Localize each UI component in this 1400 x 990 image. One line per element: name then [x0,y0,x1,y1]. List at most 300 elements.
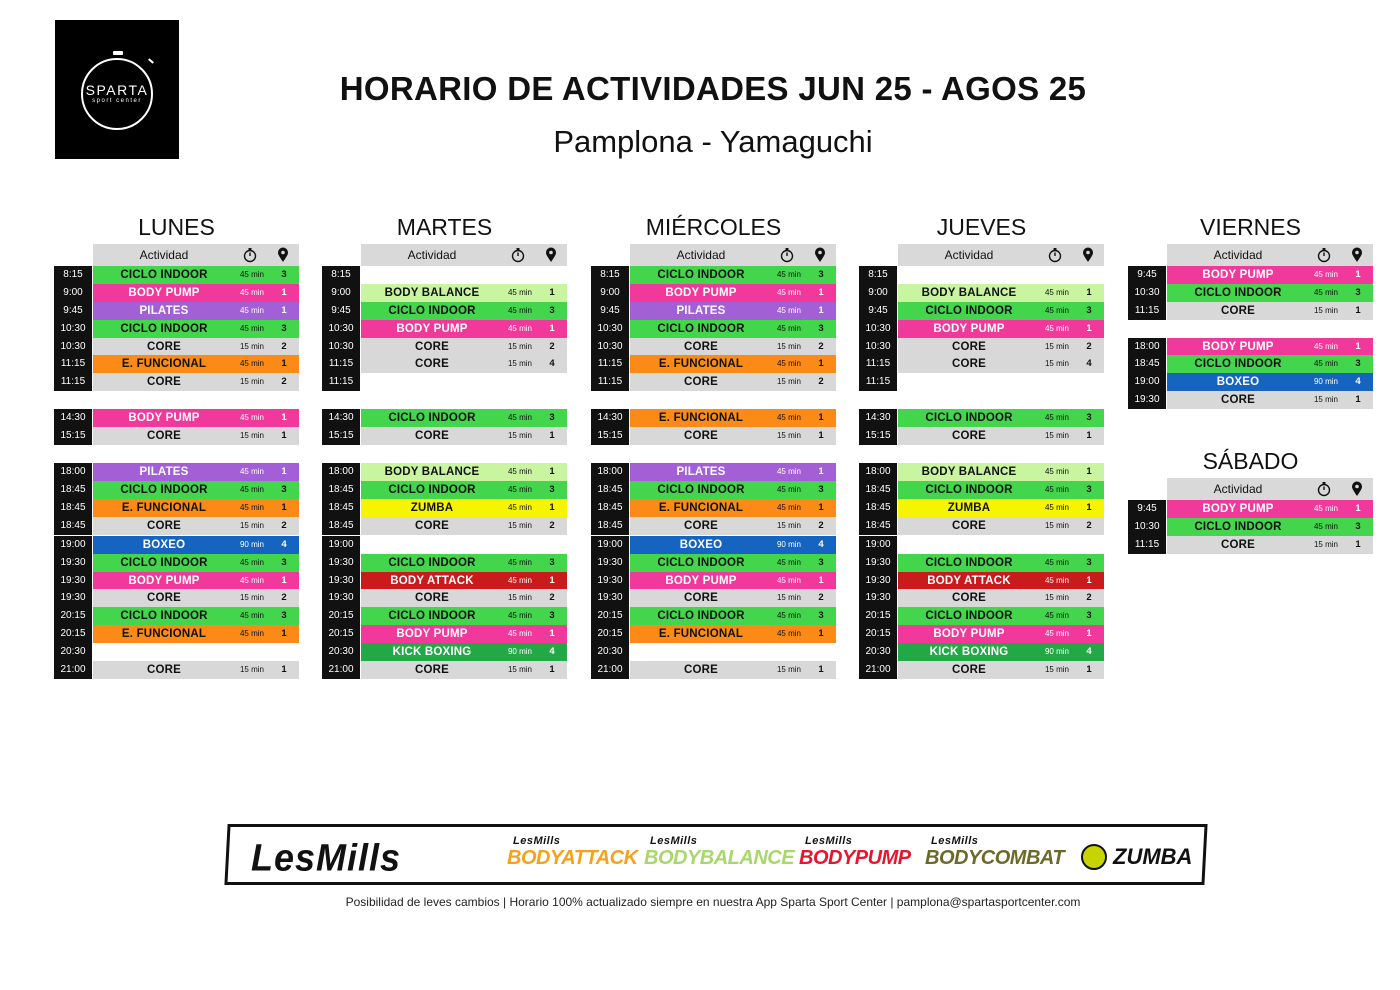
class-room: 1 [281,466,287,477]
class-duration: 15 min [776,431,801,440]
class-name: BODY PUMP [665,575,737,587]
schedule-row [591,517,836,535]
class-room: 3 [818,323,824,334]
class-cell [361,499,567,517]
class-name: CORE [1220,394,1256,406]
class-name: CORE [414,430,450,442]
class-cell [93,463,299,481]
class-room: 3 [818,269,824,280]
class-time: 20:15 [322,625,360,643]
class-duration: 45 min [1044,611,1069,620]
schedule-row [54,661,299,679]
class-cell [93,320,299,338]
class-time: 20:30 [591,643,629,661]
class-cell [1167,536,1373,554]
class-time: 8:15 [859,266,897,284]
class-name: E. FUNCIONAL [121,502,207,514]
class-cell [630,302,836,320]
class-cell [93,302,299,320]
activity-column-label: Actividad [676,248,726,262]
class-duration: 45 min [1044,576,1069,585]
class-time: 18:00 [591,463,629,481]
class-duration: 15 min [1044,521,1069,530]
class-duration: 15 min [239,665,264,674]
schedule-row [859,536,1104,554]
class-cell [93,589,299,607]
zumba-icon [1081,844,1107,870]
class-time: 19:00 [322,536,360,554]
program-name: BODYPUMP [799,847,911,869]
class-room: 2 [818,341,824,352]
class-time: 18:45 [54,499,92,517]
class-duration: 15 min [776,377,801,386]
schedule-row [322,463,567,481]
class-name: BOXEO [1216,376,1260,388]
class-cell [898,589,1104,607]
schedule-row [54,284,299,302]
class-time: 10:30 [54,320,92,338]
class-duration: 15 min [507,593,532,602]
schedule-row [322,607,567,625]
class-time: 20:15 [322,607,360,625]
class-cell [898,499,1104,517]
schedule-row [1128,355,1373,373]
program-lesmills-label: LesMills [931,835,979,847]
class-time: 14:30 [322,409,360,427]
class-room: 1 [549,664,555,675]
program-lesmills-label: LesMills [650,835,698,847]
class-duration: 45 min [239,611,264,620]
class-cell [630,338,836,356]
schedule-row [54,409,299,427]
schedule-row [54,554,299,572]
class-time: 19:30 [54,572,92,590]
class-time: 8:15 [322,266,360,284]
lesmills-logo: LesMills [251,835,402,879]
class-cell [1167,266,1373,284]
class-cell [630,499,836,517]
class-duration: 45 min [1044,485,1069,494]
class-room: 2 [1086,592,1092,603]
class-name: CICLO INDOOR [1194,521,1282,533]
class-cell [898,320,1104,338]
schedule-row [322,266,567,284]
class-cell [93,373,299,391]
class-room: 1 [549,466,555,477]
stopwatch-icon [1317,481,1331,497]
class-room: 1 [549,287,555,298]
schedule-row [859,625,1104,643]
class-name: CORE [1220,539,1256,551]
class-duration: 45 min [1313,270,1338,279]
schedule-row [859,320,1104,338]
class-name: PILATES [676,466,726,478]
schedule-row [322,517,567,535]
schedule-row [859,481,1104,499]
class-name: BODY PUMP [1202,503,1274,515]
class-duration: 45 min [1313,522,1338,531]
class-room: 1 [818,430,824,441]
stopwatch-knob [113,51,123,55]
class-room: 1 [281,628,287,639]
class-time: 21:00 [54,661,92,679]
class-cell [361,554,567,572]
class-room: 3 [281,269,287,280]
class-cell [898,536,1104,554]
schedule-row [591,572,836,590]
class-duration: 15 min [1044,359,1069,368]
class-name: CORE [146,664,182,676]
class-room: 1 [818,358,824,369]
class-duration: 45 min [776,629,801,638]
class-name: BODY PUMP [933,628,1005,640]
class-cell [630,284,836,302]
class-name: BODY PUMP [665,287,737,299]
schedule-row [322,625,567,643]
stopwatch-icon [1048,247,1062,263]
class-room: 1 [818,305,824,316]
class-duration: 45 min [239,467,264,476]
table-header [1167,244,1373,266]
class-room: 1 [818,502,824,513]
class-time: 18:00 [322,463,360,481]
class-duration: 45 min [776,324,801,333]
class-duration: 45 min [776,611,801,620]
schedule-row [1128,500,1373,518]
class-room: 3 [549,305,555,316]
day-name: JUEVES [936,214,1027,240]
location-pin-icon [1081,247,1095,263]
class-room: 1 [549,575,555,586]
class-cell [361,661,567,679]
class-room: 1 [1355,503,1361,514]
class-duration: 45 min [776,413,801,422]
class-name: BODY ATTACK [927,575,1011,587]
class-cell [361,481,567,499]
class-name: PILATES [676,305,726,317]
class-time: 9:00 [54,284,92,302]
class-duration: 45 min [507,558,532,567]
class-name: ZUMBA [947,502,991,514]
class-duration: 45 min [1044,324,1069,333]
class-name: CICLO INDOOR [925,412,1013,424]
class-name: CORE [683,520,719,532]
class-duration: 45 min [776,288,801,297]
schedule-row [322,661,567,679]
class-room: 2 [1086,520,1092,531]
class-time: 11:15 [591,373,629,391]
schedule-row [591,536,836,554]
class-duration: 15 min [239,342,264,351]
stopwatch-icon [1317,247,1331,263]
day-name: LUNES [138,214,215,240]
class-time: 18:45 [859,481,897,499]
class-duration: 90 min [1044,647,1069,656]
class-cell [93,536,299,554]
class-cell [93,427,299,445]
schedule-row [1128,391,1373,409]
logo-wordmark: SPARTA [85,82,149,98]
class-name: BODY PUMP [933,323,1005,335]
class-time: 9:00 [322,284,360,302]
class-name: BOXEO [679,539,723,551]
class-name: CORE [414,592,450,604]
class-duration: 45 min [1044,467,1069,476]
class-room: 2 [818,520,824,531]
schedule-row [859,572,1104,590]
class-duration: 45 min [507,629,532,638]
schedule-row [591,625,836,643]
class-time: 18:45 [322,499,360,517]
schedule-row [591,554,836,572]
class-duration: 15 min [507,665,532,674]
stopwatch-icon [780,247,794,263]
schedule-row [322,589,567,607]
class-duration: 15 min [776,521,801,530]
activity-column-label: Actividad [944,248,994,262]
schedule-row [859,607,1104,625]
class-duration: 15 min [507,359,532,368]
class-name: E. FUNCIONAL [121,358,207,370]
class-room: 3 [1086,412,1092,423]
class-cell [1167,302,1373,320]
class-time: 20:30 [322,643,360,661]
schedule-row [322,536,567,554]
class-name: CICLO INDOOR [388,305,476,317]
class-duration: 45 min [776,467,801,476]
class-name: CICLO INDOOR [657,610,745,622]
schedule-row [591,607,836,625]
class-cell [630,355,836,373]
class-time: 11:15 [859,355,897,373]
activity-column-label: Actividad [1213,248,1263,262]
class-room: 1 [1355,269,1361,280]
class-time: 10:30 [591,320,629,338]
class-name: ZUMBA [410,502,454,514]
class-name: CICLO INDOOR [388,412,476,424]
class-name: CICLO INDOOR [388,484,476,496]
class-duration: 15 min [507,342,532,351]
class-cell [361,409,567,427]
schedule-row [591,661,836,679]
bodyattack-logo [507,835,638,869]
schedule-row [859,463,1104,481]
class-cell [361,572,567,590]
table-header [898,244,1104,266]
class-name: CICLO INDOOR [925,305,1013,317]
class-duration: 45 min [239,576,264,585]
class-name: CICLO INDOOR [388,557,476,569]
class-duration: 45 min [507,503,532,512]
class-name: CORE [414,520,450,532]
class-cell [630,481,836,499]
class-time: 18:00 [859,463,897,481]
class-name: BODY BALANCE [921,466,1017,478]
class-room: 3 [1355,358,1361,369]
class-duration: 45 min [507,611,532,620]
class-time: 20:30 [54,643,92,661]
class-duration: 45 min [507,324,532,333]
class-room: 3 [1086,305,1092,316]
class-duration: 45 min [239,413,264,422]
program-name: BODYATTACK [507,847,638,869]
schedule-row [54,266,299,284]
class-name: BODY BALANCE [921,287,1017,299]
class-time: 11:15 [1128,302,1166,320]
class-room: 1 [1086,287,1092,298]
class-time: 10:30 [1128,518,1166,536]
class-duration: 45 min [1044,306,1069,315]
class-name: BODY PUMP [128,575,200,587]
class-cell [361,625,567,643]
schedule-row [591,266,836,284]
class-room: 1 [1086,628,1092,639]
class-duration: 15 min [239,521,264,530]
schedule-row [54,463,299,481]
class-time: 11:15 [1128,536,1166,554]
class-duration: 45 min [1313,359,1338,368]
class-time: 14:30 [859,409,897,427]
class-time: 11:15 [54,373,92,391]
class-name: CORE [951,592,987,604]
class-time: 19:30 [859,572,897,590]
class-room: 2 [281,341,287,352]
class-name: BOXEO [142,539,186,551]
class-room: 3 [549,557,555,568]
schedule-row [591,481,836,499]
class-time: 19:00 [591,536,629,554]
class-room: 1 [1086,430,1092,441]
class-time: 19:00 [859,536,897,554]
class-cell [630,427,836,445]
class-duration: 90 min [507,647,532,656]
class-room: 2 [281,376,287,387]
class-cell [898,607,1104,625]
class-time: 19:30 [322,554,360,572]
class-duration: 90 min [1313,377,1338,386]
class-cell [361,320,567,338]
class-room: 3 [281,557,287,568]
schedule-row [591,338,836,356]
class-name: E. FUNCIONAL [658,628,744,640]
class-room: 3 [1086,557,1092,568]
class-cell [630,536,836,554]
class-name: CICLO INDOOR [120,557,208,569]
class-time: 9:45 [1128,500,1166,518]
class-duration: 15 min [1313,306,1338,315]
schedule-row [54,373,299,391]
bodycombat-logo [925,835,1064,869]
class-duration: 15 min [239,377,264,386]
schedule-row [54,302,299,320]
class-room: 1 [1086,502,1092,513]
schedule-row [859,643,1104,661]
class-cell [361,427,567,445]
class-duration: 45 min [776,576,801,585]
schedule-row [1128,266,1373,284]
class-duration: 45 min [1044,288,1069,297]
program-lesmills-label: LesMills [805,835,853,847]
class-time: 21:00 [859,661,897,679]
class-duration: 45 min [239,629,264,638]
schedule-row [54,481,299,499]
class-room: 3 [1086,484,1092,495]
class-duration: 45 min [776,270,801,279]
class-cell [630,517,836,535]
class-time: 10:30 [591,338,629,356]
class-room: 1 [1355,305,1361,316]
class-cell [898,572,1104,590]
class-duration: 15 min [776,342,801,351]
class-duration: 15 min [1044,342,1069,351]
schedule-row [54,338,299,356]
class-name: CORE [414,358,450,370]
class-name: BODY PUMP [1202,269,1274,281]
class-cell [93,517,299,535]
class-room: 2 [549,341,555,352]
class-time: 9:00 [591,284,629,302]
class-cell [898,409,1104,427]
class-room: 1 [1086,466,1092,477]
class-room: 3 [1355,521,1361,532]
class-name: CICLO INDOOR [657,269,745,281]
schedule-row [54,355,299,373]
class-room: 4 [1086,358,1092,369]
schedule-row [859,284,1104,302]
class-duration: 15 min [1313,540,1338,549]
stopwatch-tick [148,58,154,63]
class-name: CORE [951,430,987,442]
schedule-row [591,499,836,517]
class-time: 10:30 [54,338,92,356]
bodypump-logo [799,835,911,869]
schedule-row [591,355,836,373]
class-time: 19:30 [54,554,92,572]
schedule-row [54,427,299,445]
class-cell [1167,391,1373,409]
class-cell [93,625,299,643]
class-name: CICLO INDOOR [925,484,1013,496]
class-name: CORE [951,341,987,353]
class-room: 3 [281,610,287,621]
schedule-row [54,589,299,607]
class-cell [93,284,299,302]
class-name: BODY PUMP [396,323,468,335]
class-time: 8:15 [54,266,92,284]
location-pin-icon [276,247,290,263]
class-cell [361,463,567,481]
schedule-row [1128,284,1373,302]
logo-subtitle: sport center [92,98,142,104]
class-time: 9:00 [859,284,897,302]
class-cell [898,481,1104,499]
class-room: 3 [549,412,555,423]
class-time: 19:30 [1128,391,1166,409]
class-time: 20:15 [54,625,92,643]
class-time: 18:45 [859,517,897,535]
class-cell [93,572,299,590]
bodybalance-logo [644,835,794,869]
class-cell [630,643,836,661]
class-cell [93,554,299,572]
schedule-row [859,499,1104,517]
class-name: CORE [1220,305,1256,317]
class-name: CICLO INDOOR [925,557,1013,569]
schedule-row [859,517,1104,535]
class-time: 18:00 [54,463,92,481]
class-time: 19:30 [859,554,897,572]
class-name: CICLO INDOOR [120,610,208,622]
